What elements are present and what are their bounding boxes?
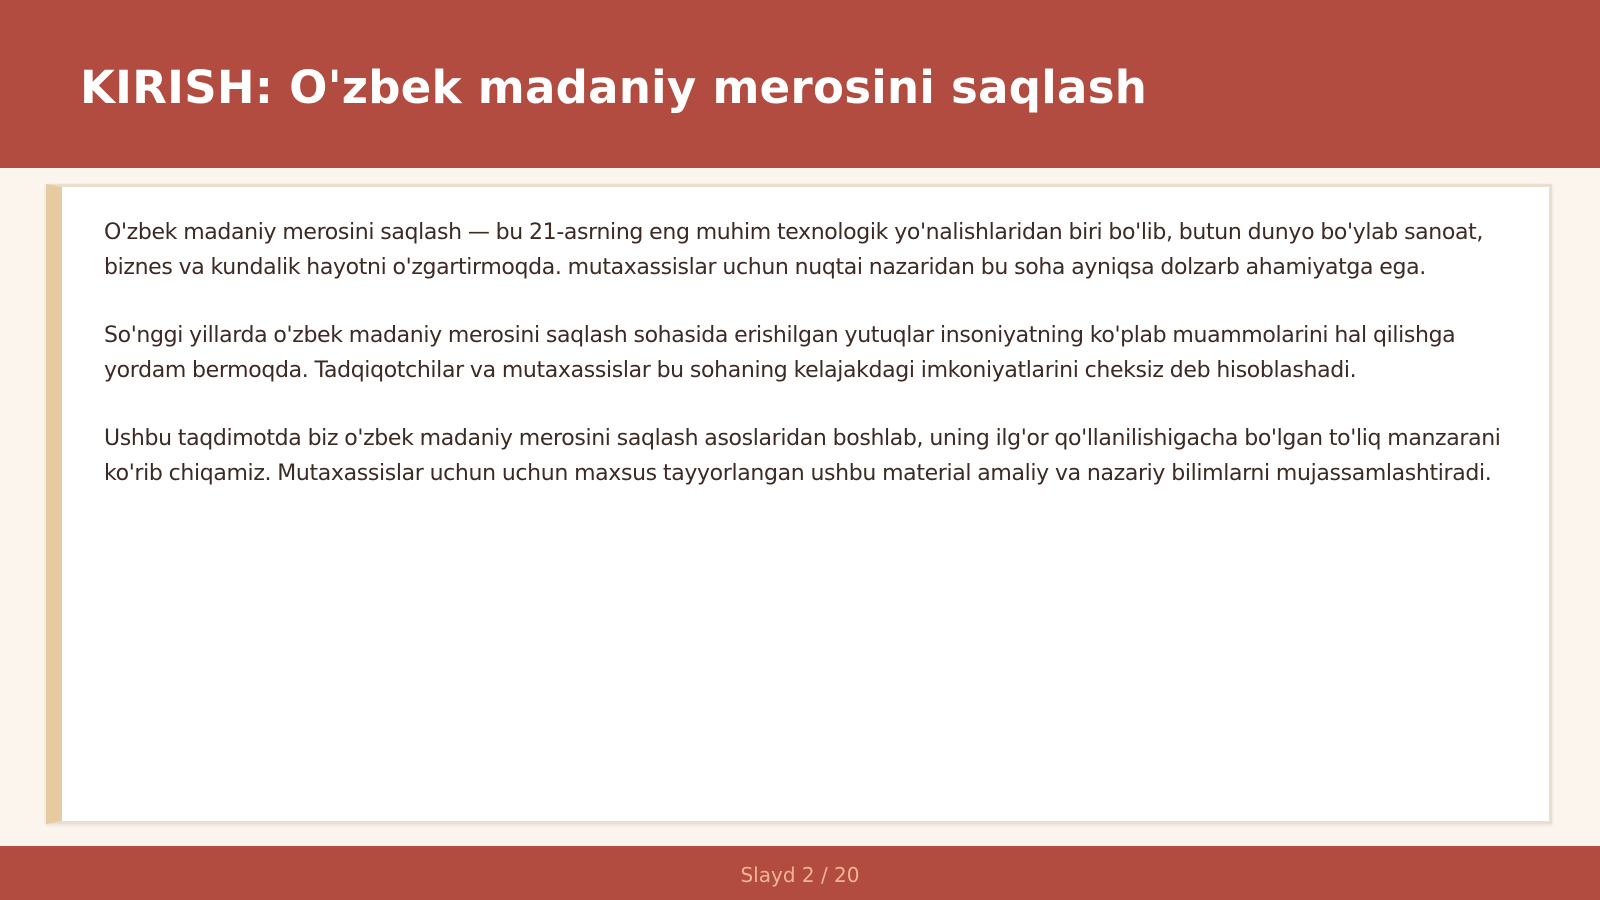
header-bar [0, 0, 1600, 168]
paragraph-3: Ushbu taqdimotda biz o'zbek madaniy merosini saqlash asoslaridan boshlab, uning ilg'or qo'llanilishigacha bo'lgan to'liq manzarani ko'rib chiqamiz. Mutaxassislar uchun uchun maxsus tayyorlangan ushbu material amaliy va nazariy bilimlarni mujassamlashtiradi. [104, 426, 1501, 486]
paragraph-2: So'nggi yillarda o'zbek madaniy merosini saqlash sohasida erishilgan yutuqlar insoniyatning ko'plab muammolarini hal qilishga yordam bermoqda. Tadqiqotchilar va mutaxassislar bu sohaning kelajakdagi imkoniyatlarini cheksiz deb hisoblashadi. [104, 323, 1456, 383]
footer-bar [0, 846, 1600, 900]
slide-title: KIRISH: O'zbek madaniy merosini saqlash [80, 61, 1148, 114]
paragraph-1: O'zbek madaniy merosini saqlash — bu 21-asrning eng muhim texnologik yo'nalishlaridan biri bo'lib, butun dunyo bo'ylab sanoat, biznes va kundalik hayotni o'zgartirmoqda. mutaxassislar uchun nuqtai nazaridan bu soha ayniqsa dolzarb ahamiyatga ega. [104, 220, 1484, 280]
slide-number: Slayd 2 / 20 [740, 863, 860, 887]
body-text [104, 216, 1516, 525]
